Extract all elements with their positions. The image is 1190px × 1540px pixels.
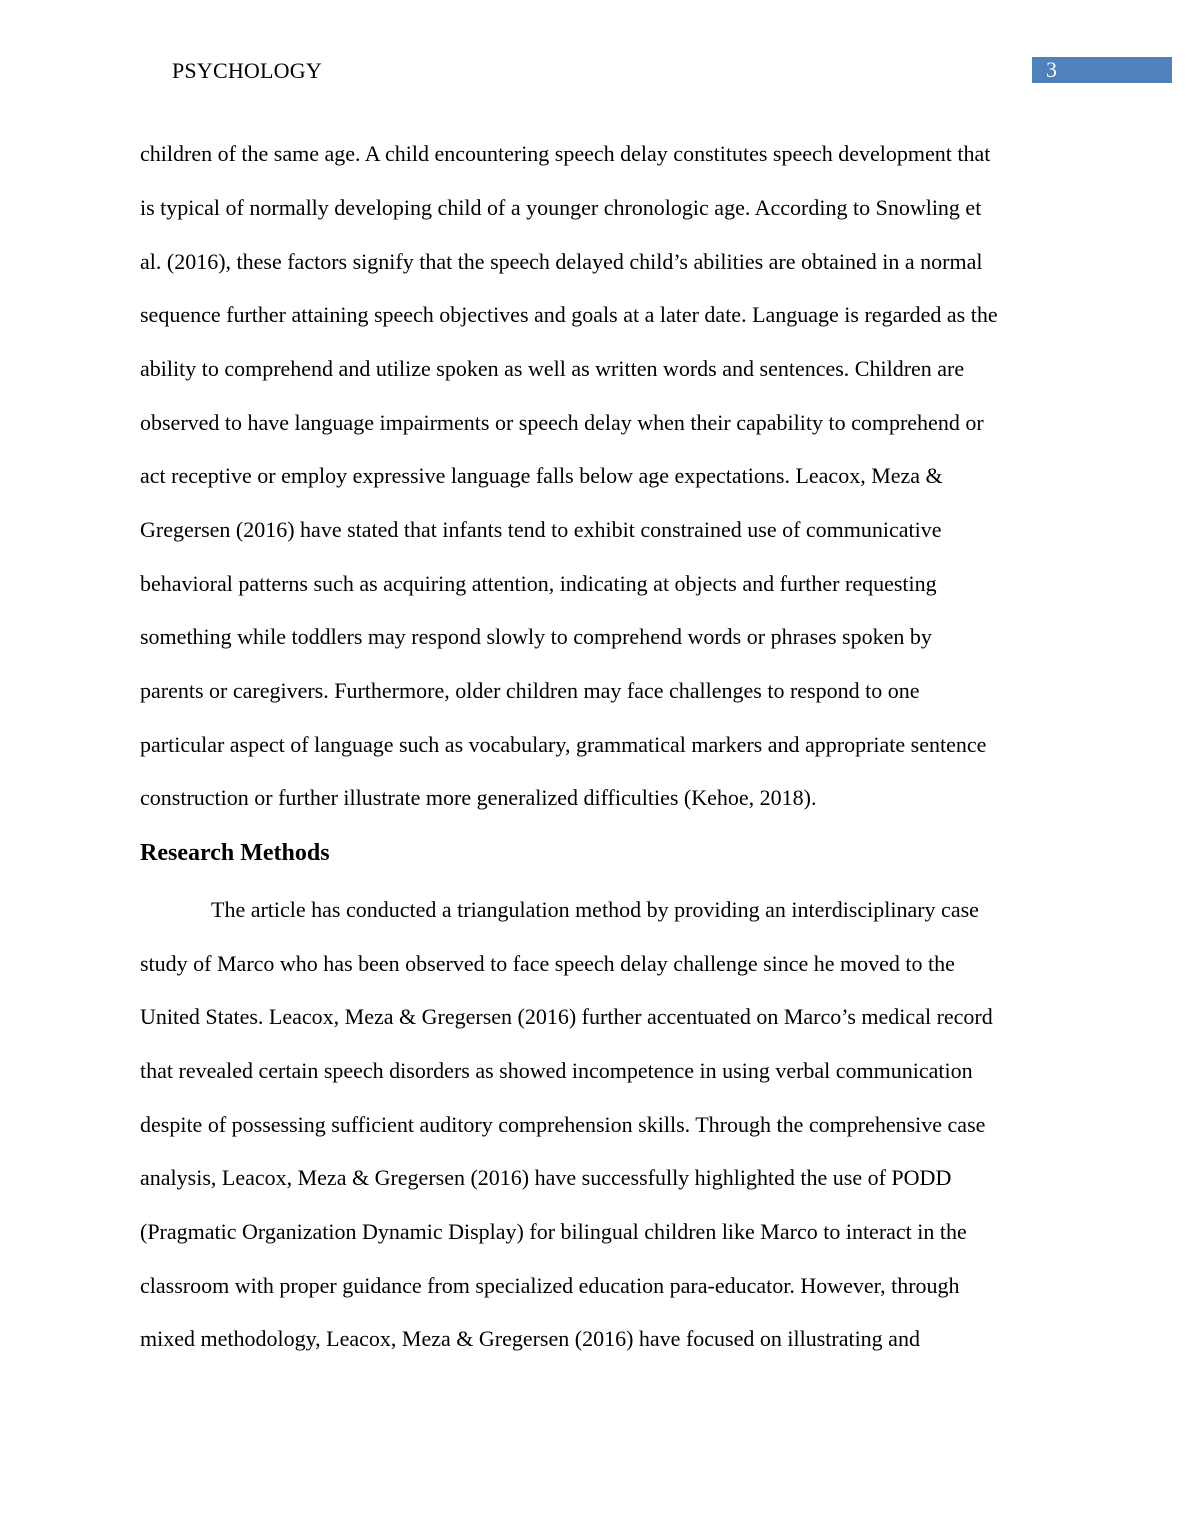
paragraph-line: observed to have language impairments or speech delay when their capability to comprehend or (140, 410, 984, 435)
paragraph-line: classroom with proper guidance from specialized education para-educator. However, through (140, 1273, 960, 1298)
paragraph-line: study of Marco who has been observed to face speech delay challenge since he moved to the (140, 951, 955, 976)
paragraph-line: sequence further attaining speech objectives and goals at a later date. Language is regarded as the (140, 302, 998, 327)
paragraph-line: despite of possessing sufficient auditory comprehension skills. Through the comprehensive case (140, 1112, 986, 1137)
paragraph-line: United States. Leacox, Meza & Gregersen (2016) further accentuated on Marco’s medical record (140, 1004, 993, 1029)
paragraph-line: is typical of normally developing child of a younger chronologic age. According to Snowling et (140, 195, 982, 220)
paragraph-line: construction or further illustrate more generalized difficulties (Kehoe, 2018). (140, 785, 817, 810)
paragraph-line: children of the same age. A child encountering speech delay constitutes speech development that (140, 141, 991, 166)
paragraph-line: analysis, Leacox, Meza & Gregersen (2016) have successfully highlighted the use of PODD (140, 1165, 952, 1190)
page-number: 3 (1046, 57, 1057, 82)
page-number-box (1032, 57, 1172, 83)
section-heading: Research Methods (140, 840, 330, 866)
paragraph-line: ability to comprehend and utilize spoken as well as written words and sentences. Children are (140, 356, 965, 381)
paragraph-line: behavioral patterns such as acquiring attention, indicating at objects and further requesting (140, 571, 937, 596)
paragraph-line: mixed methodology, Leacox, Meza & Gregersen (2016) have focused on illustrating and (140, 1326, 920, 1351)
paragraph-line: act receptive or employ expressive language falls below age expectations. Leacox, Meza & (140, 463, 943, 488)
paragraph-line: Gregersen (2016) have stated that infants tend to exhibit constrained use of communicative (140, 517, 942, 542)
paragraph-line: parents or caregivers. Furthermore, older children may face challenges to respond to one (140, 678, 920, 703)
paragraph-line: something while toddlers may respond slowly to comprehend words or phrases spoken by (140, 624, 932, 649)
paragraph-line: particular aspect of language such as vocabulary, grammatical markers and appropriate sentence (140, 732, 987, 757)
paragraph-line: (Pragmatic Organization Dynamic Display) for bilingual children like Marco to interact in the (140, 1219, 967, 1244)
paragraph-line: that revealed certain speech disorders as showed incompetence in using verbal communication (140, 1058, 973, 1083)
running-head: PSYCHOLOGY (172, 58, 322, 83)
paragraph-line: The article has conducted a triangulation method by providing an interdisciplinary case (211, 897, 979, 922)
paragraph-line: al. (2016), these factors signify that the speech delayed child’s abilities are obtained in a normal (140, 249, 983, 274)
